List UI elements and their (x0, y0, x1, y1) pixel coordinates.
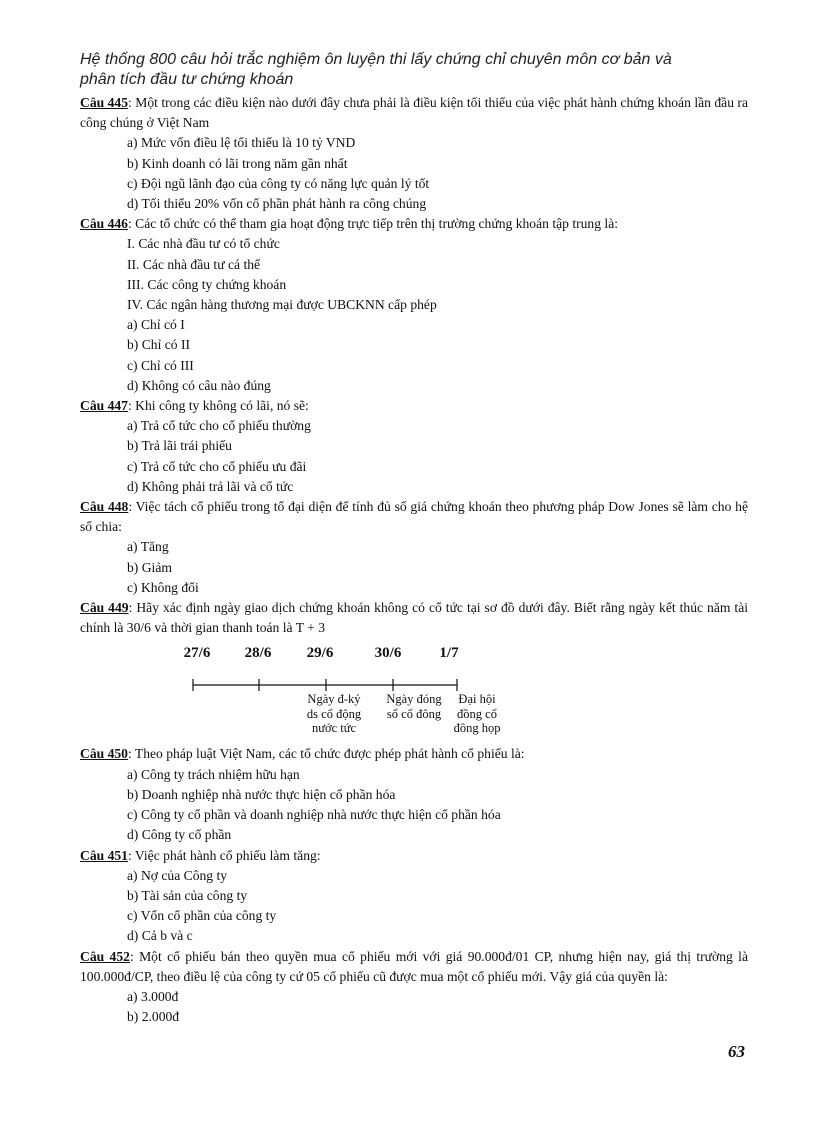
timeline-date: 27/6 (183, 645, 211, 662)
question-448: Câu 448: Việc tách cổ phiếu trong tổ đại diện để tính đủ số giá chứng khoán theo phương pháp Dow Jones sẽ làm cho hệ số chia: (80, 499, 748, 535)
option: b) Doanh nghiệp nhà nước thực hiện cổ phần hóa (127, 786, 396, 802)
question-445: Câu 445: Một trong các điều kiện nào dưới đây chưa phải là điều kiện tối thiểu của việc phát hành chứng khoán lần đầu ra công chúng ở Việt Nam (80, 95, 748, 131)
timeline-label-shareholder-meeting (454, 692, 501, 736)
question-text: Hãy xác định ngày giao dịch chứng khoán không có cổ tức tại sơ đồ dưới đây. Biết rằng ngày kết thúc năm tài chính là 30/6 và thời gian thanh toán là T + 3 (80, 600, 749, 636)
option: d) Công ty cổ phần (127, 827, 232, 843)
timeline-date: 28/6 (244, 645, 272, 662)
timeline-label-line: đồng cổ (457, 706, 497, 721)
option: c) Đội ngũ lãnh đạo của công ty có năng lực quản lý tốt (127, 175, 430, 191)
option: a) Chỉ có I (127, 317, 185, 333)
timeline-label-line: sổ cổ đông (386, 706, 442, 721)
statement: III. Các công ty chứng khoán (127, 276, 287, 292)
option: b) Trả lãi trái phiếu (127, 438, 232, 454)
statement: IV. Các ngân hàng thương mại được UBCKNN cấp phép (127, 297, 437, 313)
question-449: Câu 449: Hãy xác định ngày giao dịch chứng khoán không có cổ tức tại sơ đồ dưới đây. Biết rằng ngày kết thúc năm tài chính là 30/6 và thời gian thanh toán là T + 3 (80, 600, 749, 636)
timeline-label-line: đông họp (453, 721, 501, 736)
option: c) Chỉ có III (127, 357, 194, 373)
timeline-label-line: ds cổ động (306, 706, 362, 721)
option: a) Công ty trách nhiệm hữu hạn (127, 766, 300, 782)
question-number: Câu 448 (80, 499, 129, 515)
option: a) Nợ của Công ty (127, 867, 228, 883)
option: b) Giảm (127, 559, 172, 575)
document-header (80, 50, 750, 90)
option: a) 3.000đ (127, 988, 179, 1004)
timeline-date: 1/7 (439, 645, 459, 662)
timeline-label-record-date (307, 692, 361, 736)
header-title-line-2: phân tích đầu tư chứng khoán (80, 71, 294, 88)
question-text: Một trong các điều kiện nào dưới đây chưa phải là điều kiện tối thiểu của việc phát hành chứng khoán lần đầu ra công chúng ở Việt Nam (80, 95, 748, 131)
question-number: Câu 451 (80, 847, 128, 863)
question-text: Việc phát hành cổ phiếu làm tăng: (134, 847, 321, 863)
question-text: Các tổ chức có thể tham gia hoạt động trực tiếp trên thị trường chứng khoán tập trung là: (135, 216, 619, 232)
option: c) Trả cổ tức cho cổ phiếu ưu đãi (127, 458, 307, 474)
statement: I. Các nhà đầu tư có tổ chức (127, 236, 280, 252)
question-number: Câu 450 (80, 746, 128, 762)
statement: II. Các nhà đầu tư cá thể (127, 256, 261, 272)
option: d) Cả b và c (127, 928, 193, 944)
question-number: Câu 446 (80, 216, 128, 232)
question-452: Câu 452: Một cổ phiếu bán theo quyền mua cổ phiếu mới với giá 90.000đ/01 CP, nhưng hiện nay, giá thị trường là 100.000đ/CP, theo điều lệ của công ty cứ 05 cổ phiếu cũ được mua một cổ phiếu mới. Vậy giá của quyền là: (80, 948, 748, 984)
timeline-diagram (80, 638, 748, 744)
option: a) Tăng (127, 539, 169, 555)
question-list (80, 93, 748, 1027)
question-text: Việc tách cổ phiếu trong tổ đại diện để tính đủ số giá chứng khoán theo phương pháp Dow Jones sẽ làm cho hệ số chia: (80, 499, 748, 535)
option: b) Chỉ có II (127, 337, 191, 353)
question-text: Một cổ phiếu bán theo quyền mua cổ phiếu mới với giá 90.000đ/01 CP, nhưng hiện nay, giá thị trường là 100.000đ/CP, theo điều lệ của công ty cứ 05 cổ phiếu cũ được mua một cổ phiếu mới. Vậy giá của quyền là: (80, 948, 748, 984)
option: d) Không phải trả lãi và cổ tức (127, 478, 294, 494)
timeline-axis (80, 638, 748, 744)
option: c) Công ty cổ phần và doanh nghiệp nhà nước thực hiện cổ phần hóa (127, 807, 501, 823)
option: d) Tối thiểu 20% vốn cổ phần phát hành ra công chúng (127, 196, 427, 212)
option: b) Tài sản của công ty (127, 887, 248, 903)
timeline-label-line: Đại hội (458, 692, 496, 707)
question-text: Theo pháp luật Việt Nam, các tổ chức được phép phát hành cổ phiếu là: (134, 746, 525, 762)
timeline-label-line: Ngày đ-ký (307, 692, 361, 707)
timeline-label-line: nước tức (311, 721, 357, 736)
question-446: Câu 446: Các tổ chức có thể tham gia hoạt động trực tiếp trên thị trường chứng khoán tập trung là: (80, 216, 619, 232)
option: a) Trả cổ tức cho cổ phiếu thường (127, 418, 311, 434)
question-number: Câu 447 (80, 398, 128, 414)
question-number: Câu 452 (80, 948, 130, 964)
header-title-line-1: Hệ thống 800 câu hỏi trắc nghiệm ôn luyện thi lấy chứng chỉ chuyên môn cơ bản và (80, 51, 672, 68)
option: d) Không có câu nào đúng (127, 377, 271, 393)
timeline-label-book-closing (386, 692, 441, 721)
option: c) Vốn cổ phần của công ty (127, 908, 277, 924)
option: b) Kinh doanh có lãi trong năm gần nhất (127, 155, 348, 171)
question-447: Câu 447: Khi công ty không có lãi, nó sẽ: (80, 398, 309, 414)
option: c) Không đổi (127, 579, 199, 595)
question-number: Câu 449 (80, 600, 129, 616)
timeline-label-line: Ngày đóng (386, 692, 442, 707)
option: b) 2.000đ (127, 1009, 180, 1025)
question-451: Câu 451: Việc phát hành cổ phiếu làm tăng: (80, 847, 321, 863)
page-number: 63 (728, 1042, 745, 1061)
question-450: Câu 450: Theo pháp luật Việt Nam, các tổ chức được phép phát hành cổ phiếu là: (80, 746, 525, 762)
question-number: Câu 445 (80, 95, 129, 110)
timeline-date: 30/6 (374, 645, 402, 662)
question-text: Khi công ty không có lãi, nó sẽ: (135, 398, 309, 414)
timeline-date: 29/6 (306, 645, 334, 662)
option: a) Mức vốn điều lệ tối thiểu là 10 tỷ VND (127, 135, 356, 151)
